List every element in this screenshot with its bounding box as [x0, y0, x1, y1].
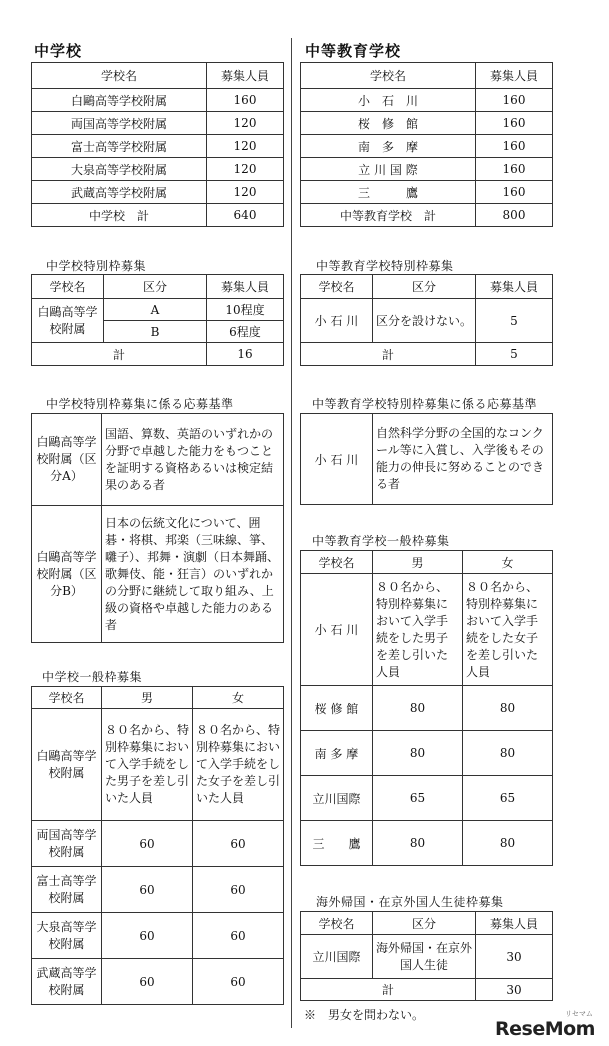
- count: 120: [207, 158, 284, 181]
- school-name: 桜 修 館: [301, 112, 476, 135]
- boys-count: 60: [102, 867, 193, 913]
- count: 6程度: [207, 321, 284, 343]
- girls-count: 60: [193, 959, 284, 1005]
- header-kubun: 区分: [373, 912, 476, 935]
- school-name: 両国高等学校附属: [32, 821, 102, 867]
- junior-high-heading: 中学校: [34, 42, 83, 60]
- logo-subtext: リセマム: [565, 1010, 593, 1018]
- school-name: 南 多 摩: [301, 135, 476, 158]
- header-school: 学校名: [301, 912, 373, 935]
- school-name: 南 多 摩: [301, 731, 373, 776]
- resemom-logo: [495, 1010, 595, 1040]
- total-label: 計: [301, 979, 476, 1001]
- ss-special-heading: 中等教育学校特別枠募集: [316, 259, 454, 273]
- kubun: 区分を設けない。: [373, 299, 476, 343]
- jh-criteria-table: [31, 413, 284, 643]
- header-kubun: 区分: [373, 275, 476, 299]
- boys-count: 80: [373, 821, 463, 866]
- header-school: 学校名: [32, 275, 104, 299]
- header-girls: 女: [193, 687, 284, 709]
- header-school: 学校名: [32, 63, 207, 89]
- header-girls: 女: [463, 551, 553, 574]
- header-school: 学校名: [32, 687, 102, 709]
- header-count: 募集人員: [476, 63, 553, 89]
- total-count: 30: [476, 979, 553, 1001]
- count: 160: [476, 112, 553, 135]
- ss-special-table: [300, 274, 553, 366]
- count: 5: [476, 299, 553, 343]
- total-count: 16: [207, 343, 284, 366]
- boys-count: ８０名から、特別枠募集において入学手続をした男子を差し引いた人員: [102, 709, 193, 821]
- girls-count: ８０名から、特別枠募集において入学手続をした女子を差し引いた人員: [193, 709, 284, 821]
- school-name: 立川国際: [301, 776, 373, 821]
- column-divider: [291, 38, 292, 1028]
- school-name: 白鷗高等学校附属: [32, 709, 102, 821]
- logo-text: ReseMom: [495, 1018, 595, 1040]
- secondary-school-table: [300, 62, 553, 227]
- school-name: 白鷗高等学校附属: [32, 299, 104, 343]
- school-name: 立 川 国 際: [301, 158, 476, 181]
- header-count: 募集人員: [476, 912, 553, 935]
- school-name: 小 石 川: [301, 414, 373, 505]
- count: 30: [476, 935, 553, 979]
- kubun: 海外帰国・在京外国人生徒: [373, 935, 476, 979]
- boys-count: 60: [102, 913, 193, 959]
- girls-count: 80: [463, 731, 553, 776]
- total-label: 中等教育学校 計: [301, 204, 476, 227]
- girls-count: 65: [463, 776, 553, 821]
- school-name: 武蔵高等学校附属: [32, 959, 102, 1005]
- total-label: 計: [301, 343, 476, 366]
- jh-criteria-heading: 中学校特別枠募集に係る応募基準: [46, 397, 234, 411]
- jh-general-table: [31, 686, 284, 1005]
- boys-count: 60: [102, 821, 193, 867]
- school-name: 両国高等学校附属: [32, 112, 207, 135]
- count: 160: [207, 89, 284, 112]
- returnee-table: [300, 911, 553, 1001]
- header-boys: 男: [102, 687, 193, 709]
- school-name: 小 石 川: [301, 299, 373, 343]
- school-name: 白鷗高等学校附属（区分B）: [32, 506, 102, 643]
- jh-special-heading: 中学校特別枠募集: [46, 259, 147, 273]
- total-count: 5: [476, 343, 553, 366]
- total-count: 800: [476, 204, 553, 227]
- header-kubun: 区分: [104, 275, 207, 299]
- boys-count: 80: [373, 686, 463, 731]
- school-name: 小 石 川: [301, 89, 476, 112]
- count: 160: [476, 181, 553, 204]
- header-school: 学校名: [301, 275, 373, 299]
- school-name: 富士高等学校附属: [32, 867, 102, 913]
- criteria-text: 日本の伝統文化について、囲碁・将棋、邦楽（三味線、箏、囃子）、邦舞・演劇（日本舞踊、歌舞伎、能・狂言）のいずれかの分野に継続して取り組み、上級の資格や卓越した能力のある者: [102, 506, 284, 643]
- junior-high-table: [31, 62, 284, 227]
- jh-general-heading: 中学校一般枠募集: [42, 670, 143, 684]
- count: 10程度: [207, 299, 284, 321]
- school-name: 白鷗高等学校附属（区分A）: [32, 414, 102, 506]
- school-name: 三 鷹: [301, 821, 373, 866]
- count: 160: [476, 135, 553, 158]
- criteria-text: 国語、算数、英語のいずれかの分野で卓越した能力をもつことを証明する資格あるいは検定結果のある者: [102, 414, 284, 506]
- school-name: 桜 修 館: [301, 686, 373, 731]
- count: 160: [476, 89, 553, 112]
- school-name: 武蔵高等学校附属: [32, 181, 207, 204]
- boys-count: ８０名から、特別枠募集において入学手続をした男子を差し引いた人員: [373, 574, 463, 686]
- total-label: 中学校 計: [32, 204, 207, 227]
- returnee-note: ※ 男女を問わない。: [304, 1008, 425, 1022]
- count: 120: [207, 181, 284, 204]
- school-name: 立川国際: [301, 935, 373, 979]
- total-label: 計: [32, 343, 207, 366]
- school-name: 白鷗高等学校附属: [32, 89, 207, 112]
- ss-criteria-heading: 中等教育学校特別枠募集に係る応募基準: [312, 397, 538, 411]
- count: 160: [476, 158, 553, 181]
- header-count: 募集人員: [207, 275, 284, 299]
- ss-general-table: [300, 550, 553, 866]
- kubun: A: [104, 299, 207, 321]
- boys-count: 80: [373, 731, 463, 776]
- school-name: 富士高等学校附属: [32, 135, 207, 158]
- girls-count: 60: [193, 913, 284, 959]
- count: 120: [207, 112, 284, 135]
- school-name: 大泉高等学校附属: [32, 913, 102, 959]
- school-name: 三 鷹: [301, 181, 476, 204]
- girls-count: 60: [193, 821, 284, 867]
- school-name: 大泉高等学校附属: [32, 158, 207, 181]
- header-count: 募集人員: [476, 275, 553, 299]
- girls-count: 60: [193, 867, 284, 913]
- jh-special-table: [31, 274, 284, 366]
- total-count: 640: [207, 204, 284, 227]
- header-count: 募集人員: [207, 63, 284, 89]
- header-school: 学校名: [301, 63, 476, 89]
- ss-general-heading: 中等教育学校一般枠募集: [312, 534, 450, 548]
- girls-count: 80: [463, 686, 553, 731]
- header-boys: 男: [373, 551, 463, 574]
- ss-criteria-table: [300, 413, 553, 505]
- header-school: 学校名: [301, 551, 373, 574]
- boys-count: 65: [373, 776, 463, 821]
- kubun: B: [104, 321, 207, 343]
- boys-count: 60: [102, 959, 193, 1005]
- girls-count: 80: [463, 821, 553, 866]
- count: 120: [207, 135, 284, 158]
- criteria-text: 自然科学分野の全国的なコンクール等に入賞し、入学後もその能力の伸長に努めることのできる者: [373, 414, 553, 505]
- school-name: 小 石 川: [301, 574, 373, 686]
- secondary-school-heading: 中等教育学校: [305, 42, 402, 60]
- returnee-heading: 海外帰国・在京外国人生徒枠募集: [316, 895, 504, 909]
- girls-count: ８０名から、特別枠募集において入学手続をした女子を差し引いた人員: [463, 574, 553, 686]
